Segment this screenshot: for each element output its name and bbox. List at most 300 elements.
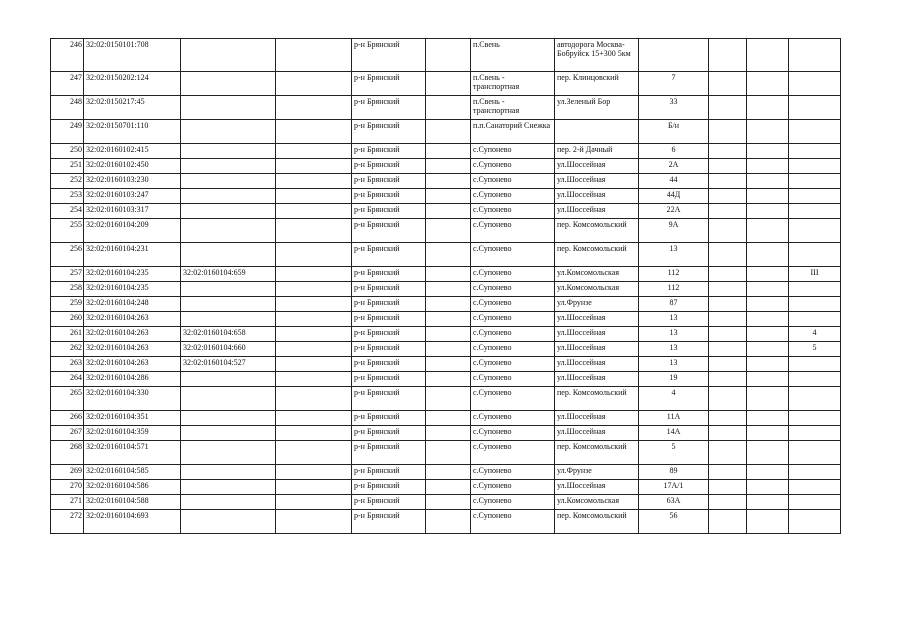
related-cadastral-number-cell xyxy=(181,72,276,96)
related-cadastral-number-cell: 32:02:0160104:659 xyxy=(181,267,276,282)
extra-number-cell xyxy=(789,159,841,174)
empty-cell xyxy=(709,480,747,495)
table-row xyxy=(51,174,841,189)
empty-cell xyxy=(426,441,471,465)
table-row xyxy=(51,411,841,426)
locality-cell: с.Супонево xyxy=(471,495,555,510)
street-cell: ул.Шоссейная xyxy=(555,312,639,327)
street-cell: автодорога Москва-Бобруйск 15+300 5км xyxy=(555,39,639,72)
related-cadastral-number-cell xyxy=(181,465,276,480)
empty-cell xyxy=(276,312,352,327)
table-body xyxy=(51,39,841,534)
table-row xyxy=(51,342,841,357)
cadastral-number-cell: 32:02:0160104:263 xyxy=(84,342,181,357)
table-row xyxy=(51,204,841,219)
empty-cell xyxy=(426,159,471,174)
extra-number-cell xyxy=(789,243,841,267)
empty-cell xyxy=(709,327,747,342)
row-number-cell: 265 xyxy=(51,387,84,411)
cadastral-number-cell: 32:02:0160104:359 xyxy=(84,426,181,441)
related-cadastral-number-cell xyxy=(181,411,276,426)
empty-cell xyxy=(426,312,471,327)
related-cadastral-number-cell xyxy=(181,120,276,144)
empty-cell xyxy=(426,480,471,495)
empty-cell xyxy=(426,465,471,480)
empty-cell xyxy=(276,411,352,426)
empty-cell xyxy=(276,159,352,174)
street-cell xyxy=(555,120,639,144)
table-row xyxy=(51,189,841,204)
extra-number-cell: 4 xyxy=(789,327,841,342)
empty-cell xyxy=(709,219,747,243)
cadastral-number-cell: 32:02:0160104:248 xyxy=(84,297,181,312)
related-cadastral-number-cell xyxy=(181,495,276,510)
related-cadastral-number-cell xyxy=(181,159,276,174)
row-number-cell: 267 xyxy=(51,426,84,441)
street-cell: пер. 2-й Дачный xyxy=(555,144,639,159)
street-cell: ул.Шоссейная xyxy=(555,159,639,174)
empty-cell xyxy=(426,372,471,387)
table-row xyxy=(51,480,841,495)
house-number-cell: 4 xyxy=(639,387,709,411)
row-number-cell: 255 xyxy=(51,219,84,243)
locality-cell: с.Супонево xyxy=(471,159,555,174)
district-cell: р-н Брянский xyxy=(352,39,426,72)
related-cadastral-number-cell xyxy=(181,426,276,441)
empty-cell xyxy=(747,297,789,312)
related-cadastral-number-cell xyxy=(181,387,276,411)
related-cadastral-number-cell: 32:02:0160104:527 xyxy=(181,357,276,372)
district-cell: р-н Брянский xyxy=(352,510,426,534)
locality-cell: с.Супонево xyxy=(471,297,555,312)
related-cadastral-number-cell xyxy=(181,144,276,159)
district-cell: р-н Брянский xyxy=(352,243,426,267)
empty-cell xyxy=(747,510,789,534)
table-row xyxy=(51,144,841,159)
empty-cell xyxy=(709,426,747,441)
house-number-cell: Б/н xyxy=(639,120,709,144)
empty-cell xyxy=(426,510,471,534)
empty-cell xyxy=(709,411,747,426)
related-cadastral-number-cell xyxy=(181,189,276,204)
cadastral-number-cell: 32:02:0160104:235 xyxy=(84,267,181,282)
row-number-cell: 251 xyxy=(51,159,84,174)
district-cell: р-н Брянский xyxy=(352,411,426,426)
extra-number-cell xyxy=(789,465,841,480)
locality-cell: с.Супонево xyxy=(471,441,555,465)
empty-cell xyxy=(709,174,747,189)
street-cell: ул.Комсомольская xyxy=(555,282,639,297)
empty-cell xyxy=(709,372,747,387)
related-cadastral-number-cell xyxy=(181,39,276,72)
empty-cell xyxy=(276,243,352,267)
empty-cell xyxy=(426,282,471,297)
empty-cell xyxy=(426,342,471,357)
cadastral-number-cell: 32:02:0160103:230 xyxy=(84,174,181,189)
locality-cell: с.Супонево xyxy=(471,387,555,411)
row-number-cell: 256 xyxy=(51,243,84,267)
extra-number-cell xyxy=(789,411,841,426)
row-number-cell: 259 xyxy=(51,297,84,312)
empty-cell xyxy=(426,267,471,282)
empty-cell xyxy=(276,219,352,243)
row-number-cell: 261 xyxy=(51,327,84,342)
locality-cell: с.Супонево xyxy=(471,219,555,243)
empty-cell xyxy=(709,189,747,204)
house-number-cell: 9А xyxy=(639,219,709,243)
extra-number-cell xyxy=(789,144,841,159)
cadastral-number-cell: 32:02:0160104:571 xyxy=(84,441,181,465)
locality-cell: с.Супонево xyxy=(471,411,555,426)
related-cadastral-number-cell xyxy=(181,312,276,327)
empty-cell xyxy=(709,267,747,282)
empty-cell xyxy=(747,342,789,357)
cadastral-number-cell: 32:02:0160104:263 xyxy=(84,312,181,327)
street-cell: ул.Шоссейная xyxy=(555,480,639,495)
street-cell: ул.Шоссейная xyxy=(555,327,639,342)
locality-cell: п.Свень xyxy=(471,39,555,72)
row-number-cell: 268 xyxy=(51,441,84,465)
empty-cell xyxy=(276,120,352,144)
empty-cell xyxy=(276,342,352,357)
house-number-cell: 2А xyxy=(639,159,709,174)
district-cell: р-н Брянский xyxy=(352,219,426,243)
house-number-cell: 89 xyxy=(639,465,709,480)
empty-cell xyxy=(709,342,747,357)
district-cell: р-н Брянский xyxy=(352,120,426,144)
empty-cell xyxy=(709,204,747,219)
empty-cell xyxy=(747,480,789,495)
house-number-cell: 13 xyxy=(639,312,709,327)
empty-cell xyxy=(426,327,471,342)
empty-cell xyxy=(747,72,789,96)
empty-cell xyxy=(709,441,747,465)
district-cell: р-н Брянский xyxy=(352,495,426,510)
empty-cell xyxy=(747,144,789,159)
locality-cell: с.Супонево xyxy=(471,357,555,372)
empty-cell xyxy=(747,243,789,267)
related-cadastral-number-cell: 32:02:0160104:660 xyxy=(181,342,276,357)
district-cell: р-н Брянский xyxy=(352,357,426,372)
related-cadastral-number-cell xyxy=(181,480,276,495)
extra-number-cell xyxy=(789,357,841,372)
empty-cell xyxy=(709,159,747,174)
locality-cell: с.Супонево xyxy=(471,342,555,357)
empty-cell xyxy=(276,204,352,219)
empty-cell xyxy=(747,96,789,120)
row-number-cell: 260 xyxy=(51,312,84,327)
row-number-cell: 254 xyxy=(51,204,84,219)
empty-cell xyxy=(747,174,789,189)
empty-cell xyxy=(709,144,747,159)
street-cell: ул.Комсомольская xyxy=(555,495,639,510)
cadastral-number-cell: 32:02:0150217:45 xyxy=(84,96,181,120)
cadastral-number-cell: 32:02:0160103:317 xyxy=(84,204,181,219)
empty-cell xyxy=(709,243,747,267)
extra-number-cell xyxy=(789,189,841,204)
empty-cell xyxy=(426,39,471,72)
extra-number-cell xyxy=(789,480,841,495)
empty-cell xyxy=(709,312,747,327)
row-number-cell: 272 xyxy=(51,510,84,534)
empty-cell xyxy=(426,189,471,204)
house-number-cell: 22А xyxy=(639,204,709,219)
empty-cell xyxy=(426,243,471,267)
row-number-cell: 262 xyxy=(51,342,84,357)
related-cadastral-number-cell xyxy=(181,282,276,297)
house-number-cell: 44Д xyxy=(639,189,709,204)
row-number-cell: 257 xyxy=(51,267,84,282)
row-number-cell: 263 xyxy=(51,357,84,372)
empty-cell xyxy=(747,372,789,387)
empty-cell xyxy=(747,159,789,174)
empty-cell xyxy=(426,426,471,441)
street-cell: ул.Фрунзе xyxy=(555,297,639,312)
locality-cell: п.Свень - транспортная xyxy=(471,72,555,96)
house-number-cell: 56 xyxy=(639,510,709,534)
house-number-cell: 112 xyxy=(639,282,709,297)
empty-cell xyxy=(709,282,747,297)
district-cell: р-н Брянский xyxy=(352,72,426,96)
empty-cell xyxy=(426,174,471,189)
street-cell: ул.Фрунзе xyxy=(555,465,639,480)
locality-cell: п.п.Санаторий Снежка xyxy=(471,120,555,144)
empty-cell xyxy=(709,72,747,96)
house-number-cell: 33 xyxy=(639,96,709,120)
extra-number-cell xyxy=(789,39,841,72)
empty-cell xyxy=(747,312,789,327)
house-number-cell: 19 xyxy=(639,372,709,387)
empty-cell xyxy=(709,297,747,312)
related-cadastral-number-cell xyxy=(181,219,276,243)
empty-cell xyxy=(426,204,471,219)
district-cell: р-н Брянский xyxy=(352,465,426,480)
empty-cell xyxy=(426,144,471,159)
empty-cell xyxy=(709,96,747,120)
cadastral-number-cell: 32:02:0150701:110 xyxy=(84,120,181,144)
district-cell: р-н Брянский xyxy=(352,342,426,357)
empty-cell xyxy=(276,297,352,312)
house-number-cell: 13 xyxy=(639,357,709,372)
table-row xyxy=(51,426,841,441)
house-number-cell: 13 xyxy=(639,243,709,267)
locality-cell: с.Супонево xyxy=(471,372,555,387)
locality-cell: п.Свень - транспортная xyxy=(471,96,555,120)
cadastral-number-cell: 32:02:0160104:693 xyxy=(84,510,181,534)
empty-cell xyxy=(747,426,789,441)
district-cell: р-н Брянский xyxy=(352,297,426,312)
empty-cell xyxy=(276,39,352,72)
district-cell: р-н Брянский xyxy=(352,96,426,120)
locality-cell: с.Супонево xyxy=(471,327,555,342)
register-table xyxy=(50,38,841,534)
locality-cell: с.Супонево xyxy=(471,282,555,297)
house-number-cell: 6 xyxy=(639,144,709,159)
empty-cell xyxy=(426,411,471,426)
house-number-cell: 5 xyxy=(639,441,709,465)
street-cell: ул.Комсомольская xyxy=(555,267,639,282)
empty-cell xyxy=(709,120,747,144)
locality-cell: с.Супонево xyxy=(471,426,555,441)
cadastral-number-cell: 32:02:0160104:235 xyxy=(84,282,181,297)
related-cadastral-number-cell xyxy=(181,204,276,219)
related-cadastral-number-cell xyxy=(181,174,276,189)
row-number-cell: 271 xyxy=(51,495,84,510)
row-number-cell: 266 xyxy=(51,411,84,426)
related-cadastral-number-cell xyxy=(181,297,276,312)
street-cell: ул.Зеленый Бор xyxy=(555,96,639,120)
district-cell: р-н Брянский xyxy=(352,480,426,495)
extra-number-cell xyxy=(789,282,841,297)
empty-cell xyxy=(276,174,352,189)
table-row xyxy=(51,495,841,510)
district-cell: р-н Брянский xyxy=(352,174,426,189)
cadastral-number-cell: 32:02:0150101:708 xyxy=(84,39,181,72)
extra-number-cell xyxy=(789,96,841,120)
locality-cell: с.Супонево xyxy=(471,267,555,282)
table-row xyxy=(51,357,841,372)
district-cell: р-н Брянский xyxy=(352,372,426,387)
related-cadastral-number-cell xyxy=(181,96,276,120)
locality-cell: с.Супонево xyxy=(471,174,555,189)
extra-number-cell xyxy=(789,426,841,441)
row-number-cell: 258 xyxy=(51,282,84,297)
district-cell: р-н Брянский xyxy=(352,189,426,204)
empty-cell xyxy=(276,144,352,159)
empty-cell xyxy=(747,495,789,510)
table-row xyxy=(51,327,841,342)
street-cell: пер. Комсомольский xyxy=(555,243,639,267)
extra-number-cell xyxy=(789,204,841,219)
cadastral-number-cell: 32:02:0160104:209 xyxy=(84,219,181,243)
empty-cell xyxy=(747,327,789,342)
row-number-cell: 246 xyxy=(51,39,84,72)
table-row xyxy=(51,312,841,327)
district-cell: р-н Брянский xyxy=(352,327,426,342)
table-row xyxy=(51,510,841,534)
house-number-cell: 14А xyxy=(639,426,709,441)
empty-cell xyxy=(709,387,747,411)
cadastral-number-cell: 32:02:0160104:263 xyxy=(84,327,181,342)
empty-cell xyxy=(276,510,352,534)
empty-cell xyxy=(426,495,471,510)
extra-number-cell xyxy=(789,495,841,510)
table-row xyxy=(51,387,841,411)
locality-cell: с.Супонево xyxy=(471,312,555,327)
table-row xyxy=(51,465,841,480)
district-cell: р-н Брянский xyxy=(352,426,426,441)
cadastral-number-cell: 32:02:0160102:415 xyxy=(84,144,181,159)
empty-cell xyxy=(747,189,789,204)
empty-cell xyxy=(709,465,747,480)
empty-cell xyxy=(747,441,789,465)
street-cell: пер. Комсомольский xyxy=(555,387,639,411)
empty-cell xyxy=(276,426,352,441)
cadastral-number-cell: 32:02:0160104:351 xyxy=(84,411,181,426)
related-cadastral-number-cell xyxy=(181,510,276,534)
street-cell: ул.Шоссейная xyxy=(555,342,639,357)
empty-cell xyxy=(747,387,789,411)
extra-number-cell xyxy=(789,312,841,327)
empty-cell xyxy=(426,120,471,144)
district-cell: р-н Брянский xyxy=(352,441,426,465)
locality-cell: с.Супонево xyxy=(471,510,555,534)
cadastral-number-cell: 32:02:0160103:247 xyxy=(84,189,181,204)
house-number-cell: 13 xyxy=(639,327,709,342)
empty-cell xyxy=(276,189,352,204)
table-row xyxy=(51,297,841,312)
table-row xyxy=(51,267,841,282)
empty-cell xyxy=(747,357,789,372)
empty-cell xyxy=(747,411,789,426)
empty-cell xyxy=(709,357,747,372)
street-cell: пер. Комсомольский xyxy=(555,219,639,243)
empty-cell xyxy=(709,510,747,534)
extra-number-cell xyxy=(789,510,841,534)
cadastral-number-cell: 32:02:0160104:585 xyxy=(84,465,181,480)
empty-cell xyxy=(276,465,352,480)
table-row xyxy=(51,39,841,72)
table-row xyxy=(51,282,841,297)
empty-cell xyxy=(276,267,352,282)
empty-cell xyxy=(747,219,789,243)
row-number-cell: 247 xyxy=(51,72,84,96)
row-number-cell: 264 xyxy=(51,372,84,387)
table-row xyxy=(51,441,841,465)
row-number-cell: 252 xyxy=(51,174,84,189)
house-number-cell: 17А/1 xyxy=(639,480,709,495)
extra-number-cell xyxy=(789,297,841,312)
extra-number-cell xyxy=(789,120,841,144)
district-cell: р-н Брянский xyxy=(352,204,426,219)
table-row xyxy=(51,243,841,267)
house-number-cell: 7 xyxy=(639,72,709,96)
empty-cell xyxy=(747,120,789,144)
extra-number-cell xyxy=(789,387,841,411)
empty-cell xyxy=(426,96,471,120)
empty-cell xyxy=(426,219,471,243)
district-cell: р-н Брянский xyxy=(352,267,426,282)
street-cell: пер. Клинцовский xyxy=(555,72,639,96)
district-cell: р-н Брянский xyxy=(352,159,426,174)
extra-number-cell xyxy=(789,174,841,189)
street-cell: ул.Шоссейная xyxy=(555,372,639,387)
related-cadastral-number-cell xyxy=(181,441,276,465)
related-cadastral-number-cell: 32:02:0160104:658 xyxy=(181,327,276,342)
house-number-cell xyxy=(639,39,709,72)
street-cell: пер. Комсомольский xyxy=(555,510,639,534)
house-number-cell: 13 xyxy=(639,342,709,357)
empty-cell xyxy=(276,480,352,495)
cadastral-number-cell: 32:02:0160104:330 xyxy=(84,387,181,411)
house-number-cell: 44 xyxy=(639,174,709,189)
cadastral-number-cell: 32:02:0160104:586 xyxy=(84,480,181,495)
empty-cell xyxy=(747,39,789,72)
table-row xyxy=(51,72,841,96)
empty-cell xyxy=(426,72,471,96)
house-number-cell: 87 xyxy=(639,297,709,312)
district-cell: р-н Брянский xyxy=(352,387,426,411)
cadastral-number-cell: 32:02:0160102:450 xyxy=(84,159,181,174)
empty-cell xyxy=(276,327,352,342)
locality-cell: с.Супонево xyxy=(471,465,555,480)
empty-cell xyxy=(426,387,471,411)
cadastral-number-cell: 32:02:0160104:231 xyxy=(84,243,181,267)
empty-cell xyxy=(747,267,789,282)
street-cell: ул.Шоссейная xyxy=(555,426,639,441)
empty-cell xyxy=(426,297,471,312)
street-cell: ул.Шоссейная xyxy=(555,204,639,219)
